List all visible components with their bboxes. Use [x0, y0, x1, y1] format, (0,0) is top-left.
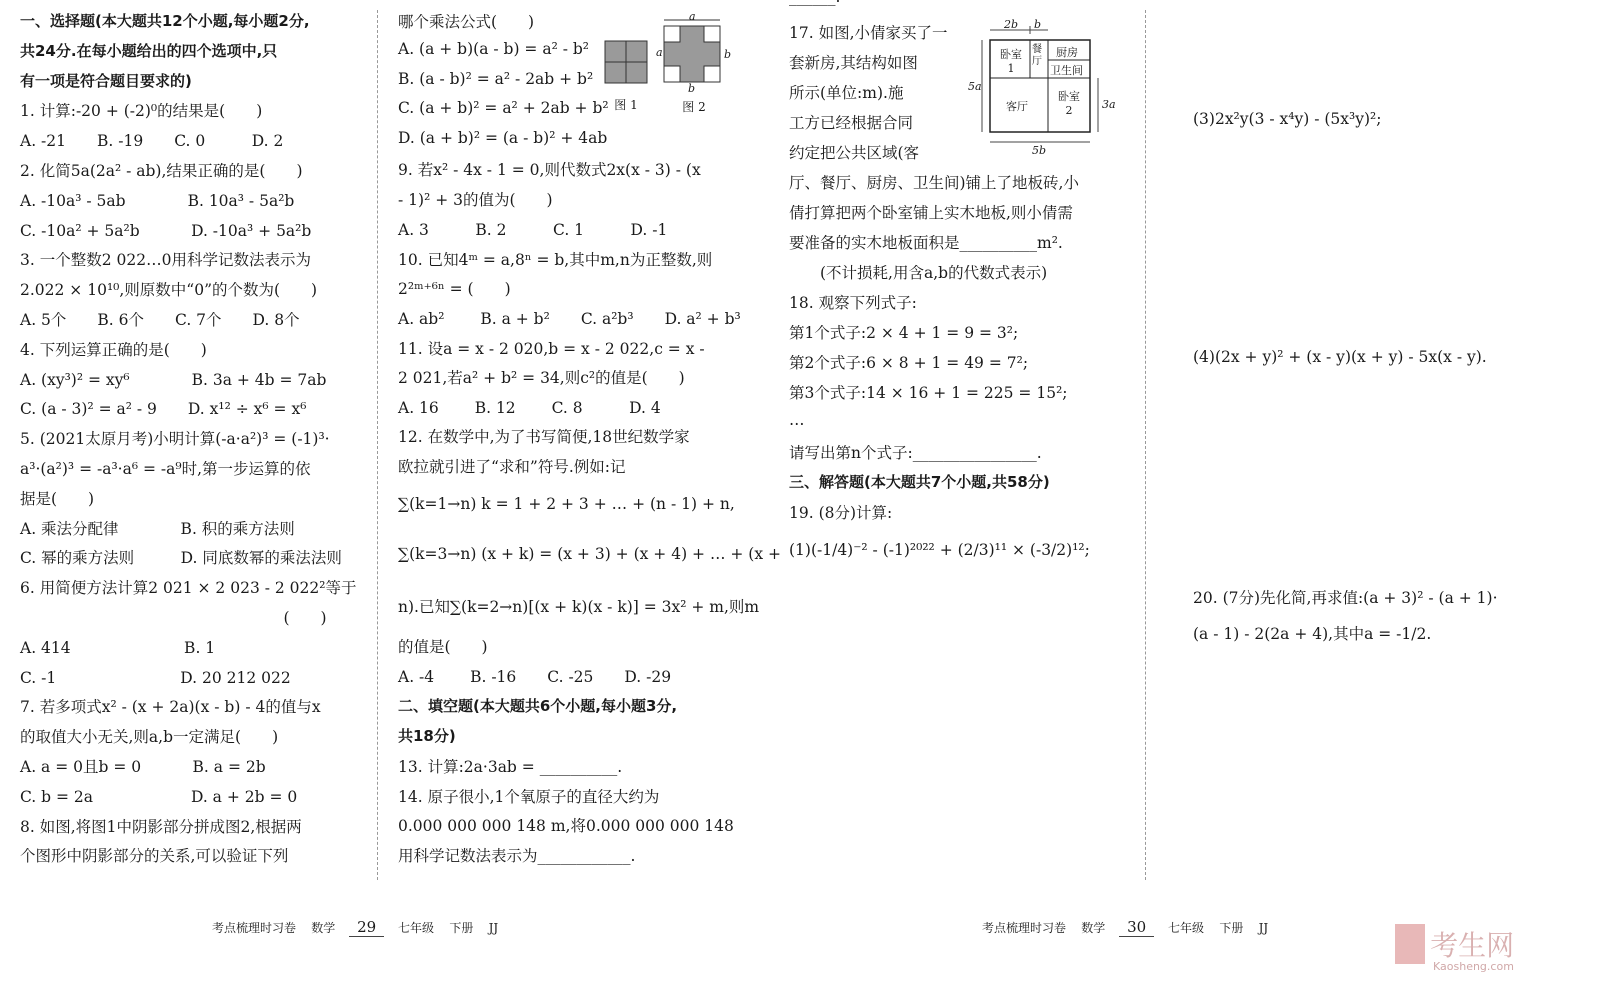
question-line: 12. 在数学中,为了书写简便,18世纪数学家 — [398, 428, 690, 446]
question-line: 2.022 × 10¹⁰,则原数中“0”的个数为( ) — [20, 281, 318, 300]
question-line: A. -4 B. -16 C. -25 D. -29 — [398, 668, 672, 686]
question-line: A. a = 0且b = 0 B. a = 2b — [20, 758, 266, 776]
section-heading: 共24分.在每小题给出的四个选项中,只 — [20, 41, 278, 60]
question-line: 2. 化简5a(2a² - ab),结果正确的是( ) — [20, 162, 303, 180]
question-line: (不计损耗,用含a,b的代数式表示) — [789, 264, 1048, 282]
question-line: A. (xy³)² = xy⁶ B. 3a + 4b = 7ab — [20, 370, 327, 389]
question-line: C. (a - 3)² = a² - 9 D. x¹² ÷ x⁶ = x⁶ — [20, 400, 307, 419]
question-line: 倩打算把两个卧室铺上实木地板,则小倩需 — [789, 204, 1073, 222]
question-line: 所示(单位:m).施 — [789, 84, 904, 102]
figure-2-svg — [656, 16, 732, 88]
figure-2-cross — [656, 10, 732, 115]
question-line: A. 3 B. 2 C. 1 D. -1 — [398, 221, 668, 239]
question-line: A. 乘法分配律 B. 积的乘方法则 — [20, 519, 295, 538]
figure-1-caption: 图 1 — [614, 98, 638, 112]
question-line: 的取值大小无关,则a,b一定满足( ) — [20, 728, 279, 747]
watermark-text-en: Kaosheng.com — [1433, 960, 1514, 973]
floor-plan-svg — [972, 22, 1122, 152]
question-line: (a - 1) - 2(2a + 4),其中a = -1/2. — [1193, 625, 1432, 643]
figure-2-caption: 图 2 — [682, 100, 706, 114]
question-line: C. 幂的乘方法则 D. 同底数幂的乘法法则 — [20, 549, 342, 568]
question-line: (3)2x²y(3 - x⁴y) - (5x³y)²; — [1193, 110, 1382, 128]
section-heading: 三、解答题(本大题共7个小题,共58分) — [789, 473, 1050, 491]
footer-subject: 数学 — [311, 921, 336, 935]
question-line: C. b = 2a D. a + 2b = 0 — [20, 787, 298, 806]
footer-edition: JJ — [1258, 921, 1269, 935]
left-footer — [212, 918, 498, 937]
plan-dim-b: b — [1034, 18, 1042, 31]
question-line: A. 414 B. 1 — [20, 638, 216, 657]
question-line: 哪个乘法公式( ) — [398, 13, 535, 31]
question-line: 5. (2021太原月考)小明计算(-a·a²)³ = (-1)³· — [20, 430, 330, 449]
question-line: ∑(k=1→n) k = 1 + 2 + 3 + … + (n - 1) + n, — [398, 495, 735, 513]
plan-room-kitchen: 厨房 — [1056, 46, 1078, 59]
question-line: A. ab² B. a + b² C. a²b³ D. a² + b³ — [398, 310, 741, 328]
question-line: a³·(a²)³ = -a³·a⁶ = -a⁹时,第一步运算的依 — [20, 460, 311, 478]
column-divider — [1145, 10, 1146, 880]
floor-plan-figure — [968, 18, 1122, 157]
plan-dim-2b: 2b — [1004, 18, 1019, 31]
section-heading: 一、选择题(本大题共12个小题,每小题2分, — [20, 12, 310, 30]
question-line: 9. 若x² - 4x - 1 = 0,则代数式2x(x - 3) - (x — [398, 161, 701, 179]
question-line: 第2个式子:6 × 8 + 1 = 49 = 7²; — [789, 354, 1029, 372]
section-heading: 有一项是符合题目要求的) — [20, 71, 192, 90]
question-line: 6. 用简便方法计算2 021 × 2 023 - 2 022²等于 — [20, 579, 357, 598]
footer-book: 考点梳理时习卷 — [212, 921, 297, 935]
right-footer — [982, 918, 1268, 937]
figure-2-label-b-right: b — [724, 48, 732, 61]
left-page — [0, 0, 782, 989]
right-page — [775, 0, 1600, 989]
question-line: 工方已经根据合同 — [789, 114, 914, 132]
question-line: 2²ᵐ⁺⁶ⁿ = ( ) — [398, 280, 511, 298]
question-line: 约定把公共区域(客 — [789, 144, 920, 162]
page-number: 30 — [1119, 918, 1154, 937]
question-line: … — [789, 411, 805, 429]
question-line: 13. 计算:2a·3ab = __________. — [398, 758, 623, 776]
question-line: (1)(-1/4)⁻² - (-1)²⁰²² + (2/3)¹¹ × (-3/2)¹²; — [789, 541, 1090, 559]
question-line: 14. 原子很小,1个氧原子的直径大约为 — [398, 788, 660, 806]
question-line: 第3个式子:14 × 16 + 1 = 225 = 15²; — [789, 384, 1068, 402]
footer-volume: 下册 — [1219, 921, 1244, 935]
plan-room-bedroom2: 卧室 2 — [1058, 90, 1080, 117]
footer-edition: JJ — [488, 921, 499, 935]
column-divider — [377, 10, 378, 880]
question-line: ∑(k=3→n) (x + k) = (x + 3) + (x + 4) + … + (x + — [398, 545, 782, 563]
question-line: 个图形中阴影部分的关系,可以验证下列 — [20, 847, 289, 866]
question-line: 20. (7分)先化简,再求值:(a + 3)² - (a + 1)· — [1193, 589, 1498, 607]
footer-book: 考点梳理时习卷 — [982, 921, 1067, 935]
question-line: C. (a + b)² = a² + 2ab + b² — [398, 99, 609, 117]
question-line: 19. (8分)计算: — [789, 504, 893, 522]
question-line: 1. 计算:-20 + (-2)⁰的结果是( ) — [20, 102, 263, 121]
footer-grade: 七年级 — [398, 921, 435, 935]
question-line: 要准备的实木地板面积是__________m². — [789, 234, 1063, 252]
question-line: A. 5个 B. 6个 C. 7个 D. 8个 — [20, 311, 300, 329]
question-line: 0.000 000 000 148 m,将0.000 000 000 148 — [398, 817, 734, 835]
question-line: 8. 如图,将图1中阴影部分拼成图2,根据两 — [20, 817, 302, 836]
section-heading: 共18分) — [398, 727, 456, 745]
plan-dim-5a: 5a — [968, 80, 982, 93]
question-line — [789, 0, 840, 6]
question-line: C. -10a² + 5a²b D. -10a³ + 5a²b — [20, 221, 312, 240]
figure-1-shaded-square — [604, 40, 648, 113]
question-line: A. -10a³ - 5ab B. 10a³ - 5a²b — [20, 191, 295, 210]
question-line: 请写出第n个式子:________________. — [789, 444, 1042, 462]
footer-subject: 数学 — [1081, 921, 1106, 935]
question-line: B. (a - b)² = a² - 2ab + b² — [398, 70, 594, 88]
plan-dim-5b: 5b — [1032, 144, 1047, 157]
question-line: 7. 若多项式x² - (x + 2a)(x - b) - 4的值与x — [20, 698, 321, 717]
watermark-text-cn: 考生网 — [1430, 929, 1515, 962]
question-line: A. -21 B. -19 C. 0 D. 2 — [20, 132, 284, 151]
question-line: 据是( ) — [20, 489, 95, 508]
question-line: 3. 一个整数2 022…0用科学记数法表示为 — [20, 251, 311, 270]
question-line: 4. 下列运算正确的是( ) — [20, 340, 207, 359]
question-line: (4)(2x + y)² + (x - y)(x + y) - 5x(x - y). — [1193, 348, 1487, 366]
footer-grade: 七年级 — [1168, 921, 1205, 935]
watermark-icon — [1395, 924, 1425, 964]
question-line: 厅、餐厅、厨房、卫生间)铺上了地板砖,小 — [789, 174, 1079, 192]
question-line: 11. 设a = x - 2 020,b = x - 2 022,c = x - — [398, 340, 705, 358]
section-heading: 二、填空题(本大题共6个小题,每小题3分, — [398, 697, 678, 715]
question-line: 用科学记数法表示为____________. — [398, 847, 636, 865]
watermark-logo — [1395, 924, 1514, 973]
question-line: 第1个式子:2 × 4 + 1 = 9 = 3²; — [789, 324, 1019, 342]
question-line: 的值是( ) — [398, 638, 488, 656]
question-line: C. -1 D. 20 212 022 — [20, 668, 291, 687]
plan-room-living: 客厅 — [1006, 100, 1028, 113]
plan-room-bedroom1: 卧室 1 — [1000, 48, 1022, 75]
question-line: 2 021,若a² + b² = 34,则c²的值是( ) — [398, 369, 685, 387]
question-line: 欧拉就引进了“求和”符号.例如:记 — [398, 458, 626, 476]
question-line: D. (a + b)² = (a - b)² + 4ab — [398, 129, 608, 147]
question-line: A. 16 B. 12 C. 8 D. 4 — [398, 399, 661, 417]
page-number: 29 — [349, 918, 384, 937]
figure-2-label-a-top: a — [689, 10, 696, 23]
question-line: n).已知∑(k=2→n)[(x + k)(x - k)] = 3x² + m,则m — [398, 598, 760, 616]
plan-room-dining: 餐厅 — [1032, 44, 1042, 67]
question-line: ( ) — [20, 609, 327, 627]
footer-volume: 下册 — [449, 921, 474, 935]
question-line: 10. 已知4ᵐ = a,8ⁿ = b,其中m,n为正整数,则 — [398, 251, 713, 269]
figure-2-label-b-bottom: b — [688, 82, 696, 95]
question-line: 套新房,其结构如图 — [789, 54, 918, 72]
question-line: A. (a + b)(a - b) = a² - b² — [398, 40, 590, 58]
figure-2-label-a-left: a — [656, 46, 663, 59]
figure-1-svg — [604, 40, 648, 84]
question-line: 17. 如图,小倩家买了一 — [789, 24, 948, 42]
question-line: - 1)² + 3的值为( ) — [398, 191, 553, 209]
plan-dim-3a: 3a — [1102, 98, 1116, 111]
question-line: 18. 观察下列式子: — [789, 294, 917, 312]
plan-room-bathroom: 卫生间 — [1050, 64, 1083, 77]
